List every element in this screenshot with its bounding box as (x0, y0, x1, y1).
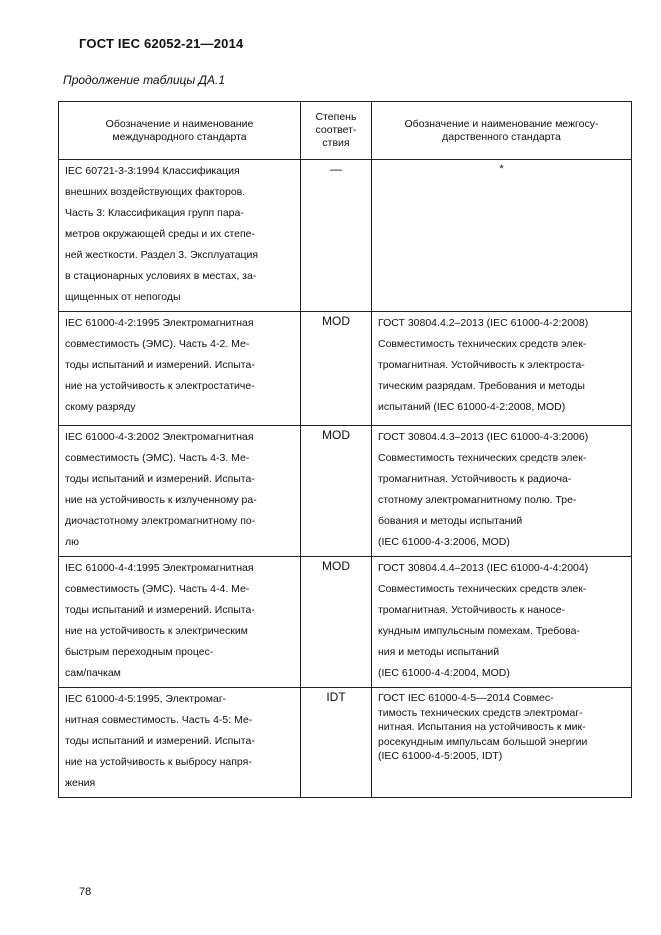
table-row (59, 688, 632, 798)
cell-degree: MOD (301, 426, 372, 557)
header-international-standard: Обозначение и наименование международного стандарта (59, 102, 301, 160)
table-row (59, 160, 632, 312)
cell-degree: MOD (301, 312, 372, 426)
table-row (59, 426, 632, 557)
table-header-row (59, 102, 632, 160)
header-interstate-standard: Обозначение и наименование межгосу- дарственного стандарта (372, 102, 632, 160)
cell-degree: IDT (301, 688, 372, 798)
cell-interstate-standard: * (372, 160, 632, 312)
cell-international-standard: IEC 60721-3-3:1994 Классификация внешних воздействующих факторов. Часть 3: Классификация групп пара- метров окружающей среды и их степе- ней жесткости. Раздел 3. Эксплуатация в стационарных условиях в местах, за- щищенных от непогоды (59, 160, 301, 312)
cell-degree: MOD (301, 557, 372, 688)
table-caption: Продолжение таблицы ДА.1 (63, 73, 226, 87)
cell-interstate-standard: ГОСТ 30804.4.3–2013 (IEC 61000-4-3:2006) Совместимость технических средств элек- тромагнитная. Устойчивость к радиоча- стотному электромагнитному полю. Тре- бования и методы испытаний (IEC 61000-4-3:2006, MOD) (372, 426, 632, 557)
cell-degree: — (301, 160, 372, 312)
standards-table (58, 101, 632, 798)
cell-interstate-standard: ГОСТ IEC 61000-4-5—2014 Совмес- тимость технических средств электромаг- нитная. Испытания на устойчивость к мик- росекундным импульсам большой энергии (IEC 61000-4-5:2005, IDT) (372, 688, 632, 798)
cell-international-standard: IEC 61000-4-4:1995 Электромагнитная совместимость (ЭМС). Часть 4-4. Ме- тоды испытаний и измерений. Испыта- ние на устойчивость к электрическим быстрым переходным процес- сам/пачкам (59, 557, 301, 688)
cell-interstate-standard: ГОСТ 30804.4.4–2013 (IEC 61000-4-4:2004) Совместимость технических средств элек- тромагнитная. Устойчивость к наносе- кундным импульсным помехам. Требова- ния и методы испытаний (IEC 61000-4-4:2004, MOD) (372, 557, 632, 688)
cell-international-standard: IEC 61000-4-2:1995 Электромагнитная совместимость (ЭМС). Часть 4-2. Ме- тоды испытаний и измерений. Испыта- ние на устойчивость к электростатиче- скому разряду (59, 312, 301, 426)
cell-international-standard: IEC 61000-4-5:1995, Электромаг- нитная совместимость. Часть 4-5: Ме- тоды испытаний и измерений. Испыта- ние на устойчивость к выбросу напря- жения (59, 688, 301, 798)
table-row (59, 312, 632, 426)
cell-interstate-standard: ГОСТ 30804.4.2–2013 (IEC 61000-4-2:2008) Совместимость технических средств элек- тромагнитная. Устойчивость к электроста- тическим разрядам. Требования и методы испытаний (IEC 61000-4-2:2008, MOD) (372, 312, 632, 426)
document-header: ГОСТ IEC 62052-21—2014 (79, 36, 244, 51)
cell-international-standard: IEC 61000-4-3:2002 Электромагнитная совместимость (ЭМС). Часть 4-3. Ме- тоды испытаний и измерений. Испыта- ние на устойчивость к излученному ра- диочастотному электромагнитному по- лю (59, 426, 301, 557)
table-row (59, 557, 632, 688)
header-degree-of-correspondence: Степень соответ- ствия (301, 102, 372, 160)
page-number: 78 (79, 886, 92, 898)
